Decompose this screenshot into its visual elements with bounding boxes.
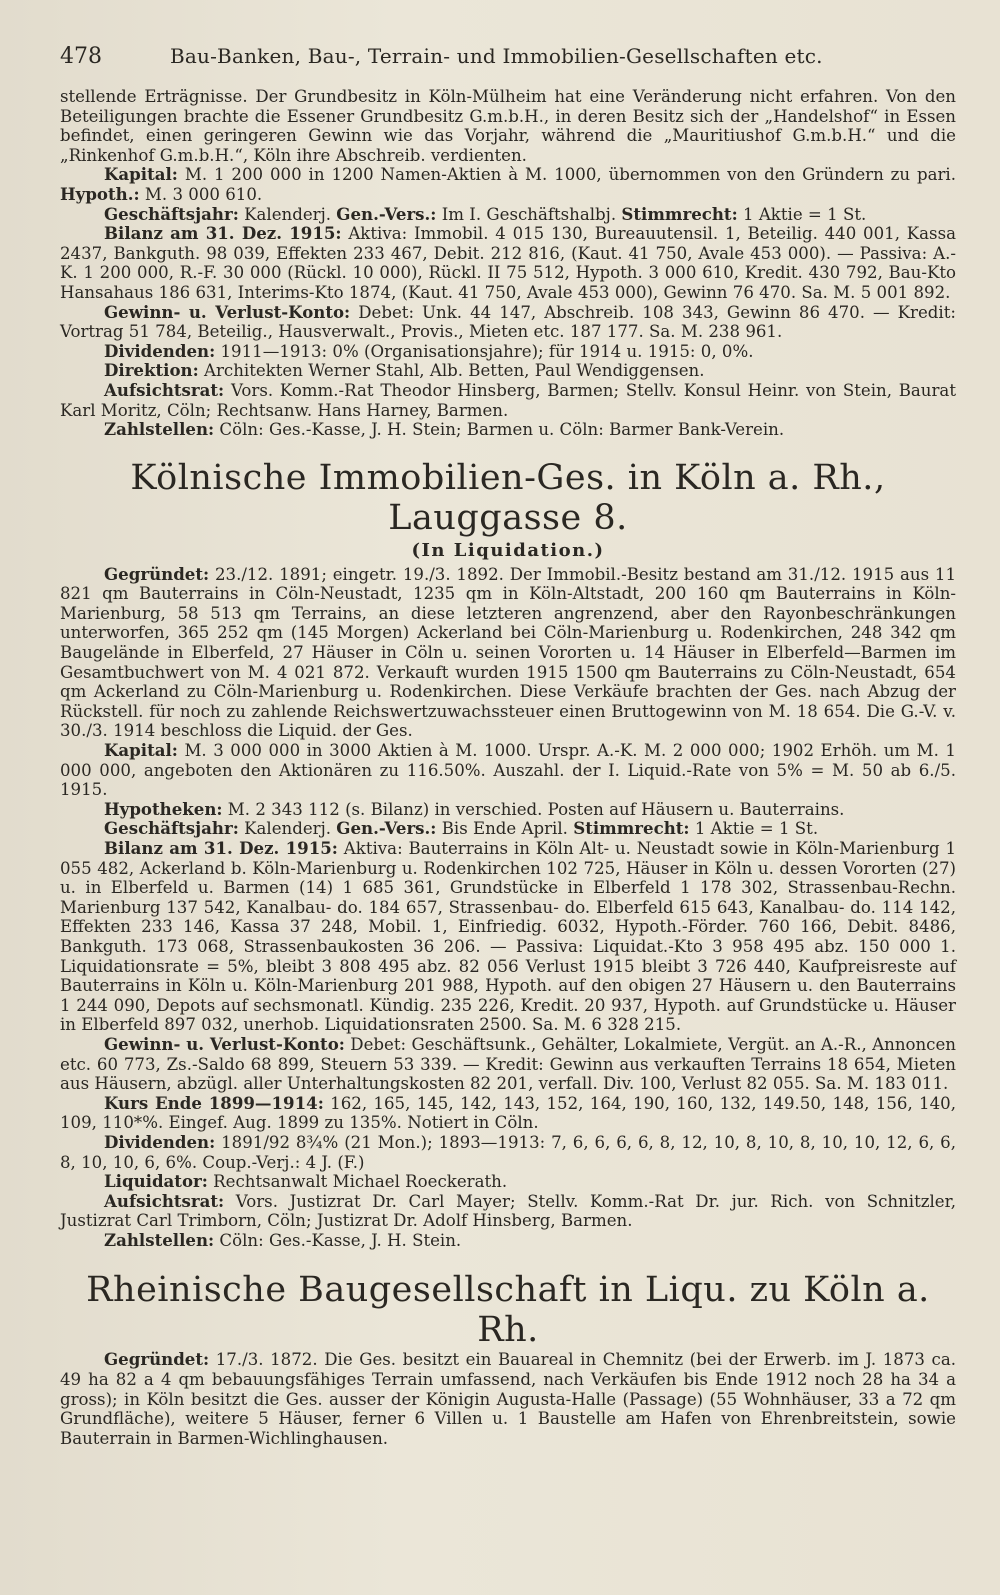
- field-label: Zahlstellen:: [104, 1229, 215, 1250]
- field-text: 1891/92 8¾% (21 Mon.); 1893—1913: 7, 6, 6, 6, 6, 8, 12, 10, 8, 10, 8, 10, 10, 12, 6, 6, 8, 10, 10, 6, 6%. Coup.-Verj.: 4 J. (F.): [60, 1132, 956, 1172]
- field-text: Kalenderj.: [238, 204, 337, 224]
- field-text: 23./12. 1891; eingetr. 19./3. 1892. Der Immobil.-Besitz bestand am 31./12. 1915 aus 11 821 qm Bauterrains in Cöln-Neustadt, 1235 qm in Köln-Altstadt, 200 160 qm Bauterrains in Köln-Marienburg, 58 513 qm Terrains, an diese letzteren angrenzend, aber den Rayonbeschränkungen unterworfen, 365 252 qm (145 Morgen) Ackerland bei Cöln-Marienburg u. Rodenkirchen, 248 342 qm Baugelände in Elberfeld, 27 Häuser in Cöln u. seinen Vororten u. 14 Häuser in Elberfeld—Barmen im Gesamtbuchwert von M. 4 021 872. Verkauft wurden 1915 1500 qm Bauterrains zu Cöln-Neustadt, 654 qm Ackerland zu Cöln-Marienburg u. Rodenkirchen. Diese Verkäufe brachten der Ges. nach Abzug der Rückstell. für noch zu zahlende Reichswertzuwachssteuer einen Bruttogewinn von M. 18 654. Die G.-V. v. 30./3. 1914 beschloss die Liquid. der Ges.: [60, 564, 956, 741]
- field-text: Im I. Geschäftshalbj.: [436, 204, 622, 224]
- balance-paragraph: [60, 224, 956, 302]
- field-text: 1 Aktie = 1 St.: [737, 204, 867, 224]
- page-number: 478: [60, 44, 102, 69]
- field-text: 17./3. 1872. Die Ges. besitzt ein Bauareal in Chemnitz (bei der Erwerb. im J. 1873 ca. 49 ha 82 a 4 qm bebauungsfähiges Terrain umfassend, nach Verkäufen bis Ende 1912 noch 28 ha 34 a gross); in Köln besitzt die Ges. ausser der Königin Augusta-Halle (Passage) (55 Wohnhäuser, 33 a 72 qm Grundfläche), weitere 5 Häuser, ferner 6 Villen u. 1 Baustelle am Hafen von Ehrenbreitstein, sowie Bauterrain in Barmen-Wichlinghausen.: [60, 1350, 956, 1448]
- field-text: Cöln: Ges.-Kasse, J. H. Stein; Barmen u. Cöln: Barmer Bank-Verein.: [214, 420, 785, 440]
- company-entry-rheinische-baugesellschaft: [60, 1270, 956, 1448]
- field-label: Kapital:: [104, 740, 178, 761]
- field-text: 162, 165, 145, 142, 143, 152, 164, 190, 160, 132, 149.50, 148, 156, 140, 109, 110*%. Eingef. Aug. 1899 zu 135%. Notiert in Cöln.: [60, 1093, 956, 1133]
- company-status: (In Liquidation.): [411, 539, 605, 561]
- field-text: M. 1 200 000 in 1200 Namen-Aktien à M. 1000, übernommen von den Gründern zu pari.: [177, 165, 956, 185]
- supervisory-board-paragraph: [60, 1192, 956, 1231]
- field-text: Debet: Geschäftsunk., Gehälter, Lokalmiete, Vergüt. an A.-R., Annoncen etc. 60 773, Zs.-Saldo 68 899, Steuern 53 339. — Kredit: Gewinn aus verkauften Terrains 18 654, Mieten aus Häusern, abzügl. aller Unterhaltungskosten 82 201, verfall. Div. 100, Verlust 82 055. Sa. M. 183 011.: [60, 1034, 956, 1094]
- field-label: Direktion:: [104, 360, 199, 381]
- field-text: Cöln: Ges.-Kasse, J. H. Stein.: [214, 1230, 462, 1250]
- dividends-paragraph: [60, 342, 956, 362]
- field-label: Gegründet:: [104, 1349, 210, 1370]
- field-text: Debet: Unk. 44 147, Abschreib. 108 343, Gewinn 86 470. — Kredit: Vortrag 51 784, Beteilig., Hausverwalt., Provis., Mieten etc. 187 177. Sa. M. 238 961.: [60, 302, 956, 342]
- field-label: Dividenden:: [104, 1131, 216, 1152]
- profit-loss-paragraph: [60, 303, 956, 342]
- field-label: Geschäftsjahr:: [104, 818, 239, 839]
- capital-paragraph: [60, 165, 956, 204]
- paying-agents-paragraph: [60, 420, 956, 440]
- field-text: M. 3 000 610.: [139, 184, 263, 204]
- field-text: Aktiva: Immobil. 4 015 130, Bureauutensil. 1, Beteilig. 440 001, Kassa 2437, Bankguth. 98 039, Effekten 233 467, Debit. 212 816, (Kaut. 41 750, Avale 453 000). — Passiva: A.-K. 1 200 000, R.-F. 30 000 (Rückl. 10 000), Rückl. II 75 512, Hypoth. 3 000 610, Kredit. 430 792, Bau-Kto Hansahaus 186 631, Interims-Kto 1874, (Kaut. 41 750, Avale 453 000), Gewinn 76 470. Sa. M. 5 001 892.: [60, 224, 956, 302]
- field-label: Bilanz am 31. Dez. 1915:: [104, 838, 338, 858]
- field-text: M. 2 343 112 (s. Bilanz) in verschied. Posten auf Häusern u. Bauterrains.: [222, 799, 845, 819]
- fiscal-year-paragraph: [60, 205, 956, 225]
- paying-agents-paragraph: [60, 1231, 956, 1251]
- field-label: Stimmrecht:: [573, 818, 690, 839]
- paragraph: stellende Erträgnisse. Der Grundbesitz in Köln-Mülheim hat eine Veränderung nicht erfahren. Von den Beteiligungen brachte die Essener Grundbesitz G.m.b.H., in deren Besitz sich der „Handelshof“ in Essen befindet, einen geringeren Gewinn wie das Vorjahr, während die „Mauritiushof G.m.b.H.“ und die „Rinkenhof G.m.b.H.“, Köln ihre Abschreib. verdienten.: [60, 87, 956, 165]
- field-label: Geschäftsjahr:: [104, 203, 239, 224]
- field-label: Kurs Ende 1899—1914:: [104, 1092, 324, 1113]
- dividends-paragraph: [60, 1133, 956, 1172]
- liquidator-paragraph: [60, 1172, 956, 1192]
- share-price-paragraph: [60, 1094, 956, 1133]
- field-label: Gewinn- u. Verlust-Konto:: [104, 301, 351, 322]
- field-label: Dividenden:: [104, 340, 216, 361]
- field-text: Kalenderj.: [238, 819, 337, 839]
- previous-entry-continuation: [60, 87, 956, 440]
- founded-paragraph: [60, 565, 956, 741]
- field-label: Hypotheken:: [104, 798, 223, 819]
- field-label: Gewinn- u. Verlust-Konto:: [104, 1033, 345, 1054]
- field-label: Kapital:: [104, 164, 178, 185]
- field-text: Bis Ende April.: [436, 819, 574, 839]
- field-text: 1 Aktie = 1 St.: [689, 819, 819, 839]
- field-text: Architekten Werner Stahl, Alb. Betten, Paul Wendiggensen.: [198, 361, 705, 381]
- company-title: Rheinische Baugesellschaft in Liqu. zu Köln a. Rh.: [86, 1270, 930, 1351]
- balance-paragraph: [60, 839, 956, 1035]
- management-paragraph: [60, 361, 956, 381]
- field-label: Gen.-Vers.:: [336, 818, 437, 839]
- capital-paragraph: [60, 741, 956, 800]
- field-text: Rechtsanwalt Michael Roeckerath.: [207, 1172, 508, 1192]
- field-label: Zahlstellen:: [104, 419, 215, 440]
- field-label: Liquidator:: [104, 1171, 208, 1192]
- mortgages-paragraph: [60, 800, 956, 820]
- field-label: Aufsichtsrat:: [104, 379, 225, 400]
- field-label: Hypoth.:: [60, 183, 140, 204]
- field-text: 1911—1913: 0% (Organisationsjahre); für 1914 u. 1915: 0, 0%.: [215, 341, 754, 361]
- company-entry-koelnische-immobilien: [60, 458, 956, 1251]
- field-label: Bilanz am 31. Dez. 1915:: [104, 223, 342, 244]
- field-label: Aufsichtsrat:: [104, 1190, 225, 1211]
- running-head: Bau-Banken, Bau-, Terrain- und Immobilien-Gesellschaften etc.: [170, 44, 823, 68]
- founded-paragraph: [60, 1350, 956, 1448]
- company-title: Kölnische Immobilien-Ges. in Köln a. Rh., Lauggasse 8.: [130, 457, 886, 538]
- field-text: Vors. Komm.-Rat Theodor Hinsberg, Barmen; Stellv. Konsul Heinr. von Stein, Baurat Karl Moritz, Cöln; Rechtsanw. Hans Harney, Barmen.: [60, 380, 956, 420]
- field-label: Gegründet:: [104, 563, 210, 584]
- fiscal-year-paragraph: [60, 819, 956, 839]
- field-text: M. 3 000 000 in 3000 Aktien à M. 1000. Urspr. A.-K. M. 2 000 000; 1902 Erhöh. um M. 1 000 000, angeboten den Aktionären zu 116.50%. Auszahl. der I. Liquid.-Rate von 5% = M. 50 ab 6./5. 1915.: [60, 741, 956, 800]
- page-header: [60, 44, 956, 69]
- field-label: Stimmrecht:: [621, 203, 738, 224]
- supervisory-board-paragraph: [60, 381, 956, 420]
- field-text: Vors. Justizrat Dr. Carl Mayer; Stellv. Komm.-Rat Dr. jur. Rich. von Schnitzler, Justizrat Carl Trimborn, Cöln; Justizrat Dr. Adolf Hinsberg, Barmen.: [60, 1191, 956, 1231]
- field-label: Gen.-Vers.:: [336, 203, 437, 224]
- field-text: Aktiva: Bauterrains in Köln Alt- u. Neustadt sowie in Köln-Marienburg 1 055 482, Ackerland b. Köln-Marienburg u. Rodenkirchen 102 725, Häuser in Köln u. dessen Vororten (27) u. in Elberfeld u. Barmen (14) 1 685 361, Grundstücke in Elberfeld 1 178 302, Strassenbau-Rechn. Marienburg 137 542, Kanalbau- do. 184 657, Strassenbau- do. Elberfeld 615 643, Kanalbau- do. 114 142, Effekten 233 146, Kassa 37 248, Mobil. 1, Einfriedig. 6032, Hypoth.-Förder. 760 166, Debit. 8486, Bankguth. 173 068, Strassenbaukosten 36 206. — Passiva: Liquidat.-Kto 3 958 495 abz. 150 000 1. Liquidationsrate = 5%, bleibt 3 808 495 abz. 82 056 Verlust 1915 bleibt 3 726 440, Kaufpreisreste auf Bauterrains in Köln u. Köln-Marienburg 201 988, Hypoth. auf den obigen 27 Häusern u. den Bauterrains 1 244 090, Depots auf sechsmonatl. Kündig. 235 226, Kredit. 20 937, Hypoth. auf Grundstücke u. Häuser in Elberfeld 897 032, unerhob. Liquidationsraten 2500. Sa. M. 6 328 215.: [60, 839, 956, 1035]
- profit-loss-paragraph: [60, 1035, 956, 1094]
